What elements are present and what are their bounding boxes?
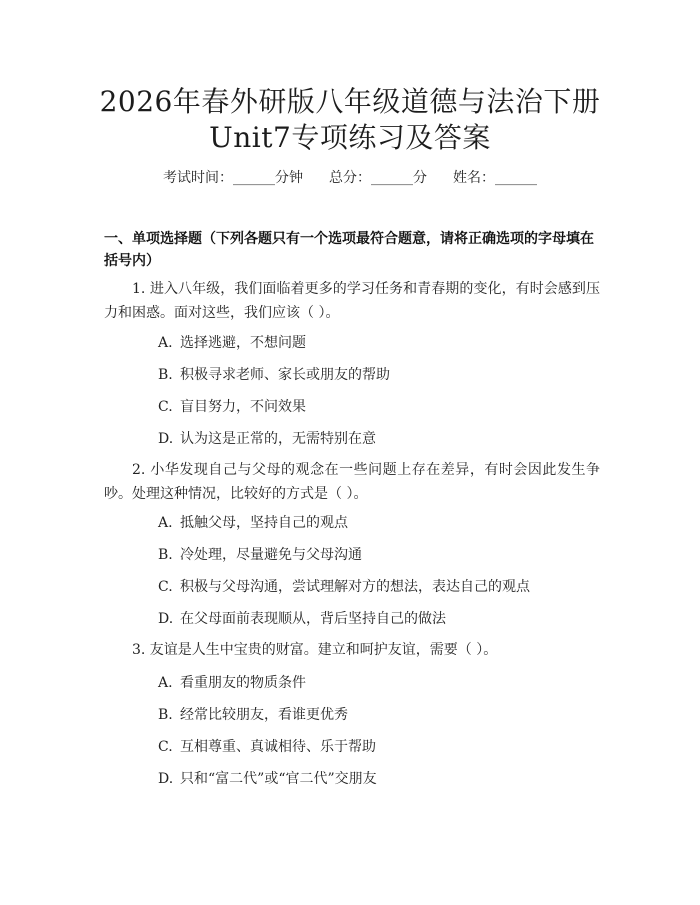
exam-name-field: 姓名：______ [453, 170, 537, 186]
document-title-line1: 2026年春外研版八年级道德与法治下册 [99, 85, 601, 118]
option-letter: B. [158, 547, 173, 563]
option-text: 认为这是正常的，无需特别在意 [180, 431, 376, 447]
question-1-option-b [158, 365, 598, 385]
option-letter: D. [158, 771, 174, 787]
question-1-option-d [158, 429, 598, 449]
option-text: 经常比较朋友，看谁更优秀 [180, 707, 348, 723]
question-1-stem: 1. 进入八年级，我们面临着更多的学习任务和青春期的变化，有时会感到压力和困惑。面对这些，我们应该（ ）。 [104, 281, 600, 321]
option-letter: C. [158, 739, 173, 755]
option-text: 看重朋友的物质条件 [180, 675, 306, 691]
option-text: 选择逃避，不想问题 [180, 335, 306, 351]
question-2-option-b [158, 545, 598, 565]
option-text: 互相尊重、真诚相待、乐于帮助 [180, 739, 376, 755]
document-title-line2: Unit7专项练习及答案 [209, 121, 491, 154]
question-2-stem: 2. 小华发现自己与父母的观念在一些问题上存在差异，有时会因此发生争吵。处理这种情况，比较好的方式是（ ）。 [104, 462, 600, 502]
option-text: 积极寻求老师、家长或朋友的帮助 [180, 367, 390, 383]
question-3-option-b [158, 705, 598, 725]
option-letter: A. [158, 515, 173, 531]
question-3-option-c [158, 737, 598, 757]
option-letter: C. [158, 579, 173, 595]
question-2-option-d [158, 609, 598, 629]
option-text: 只和“富二代”或“官二代”交朋友 [180, 771, 377, 787]
exam-time-field: 考试时间：______分钟 [163, 170, 303, 186]
exam-info [0, 168, 700, 188]
question-1-option-c [158, 397, 598, 417]
option-text: 抵触父母，坚持自己的观点 [180, 515, 348, 531]
option-text: 冷处理，尽量避免与父母沟通 [180, 547, 362, 563]
exam-score-field: 总分：______分 [329, 170, 427, 186]
section-heading: 一、单项选择题（下列各题只有一个选项最符合题意，请将正确选项的字母填在括号内） [104, 231, 594, 269]
option-text: 盲目努力，不问效果 [180, 399, 306, 415]
question-1-option-a [158, 333, 598, 353]
question-3-option-a [158, 673, 598, 693]
question-3-option-d [158, 769, 598, 789]
option-letter: A. [158, 335, 173, 351]
option-text: 积极与父母沟通，尝试理解对方的想法，表达自己的观点 [180, 579, 530, 595]
question-2-option-c [158, 577, 598, 597]
question-3-stem: 3. 友谊是人生中宝贵的财富。建立和呵护友谊，需要（ ）。 [132, 642, 498, 658]
option-text: 在父母面前表现顺从，背后坚持自己的做法 [180, 611, 446, 627]
question-2-option-a [158, 513, 598, 533]
option-letter: B. [158, 707, 173, 723]
option-letter: A. [158, 675, 173, 691]
option-letter: D. [158, 431, 174, 447]
option-letter: B. [158, 367, 173, 383]
option-letter: D. [158, 611, 174, 627]
option-letter: C. [158, 399, 173, 415]
